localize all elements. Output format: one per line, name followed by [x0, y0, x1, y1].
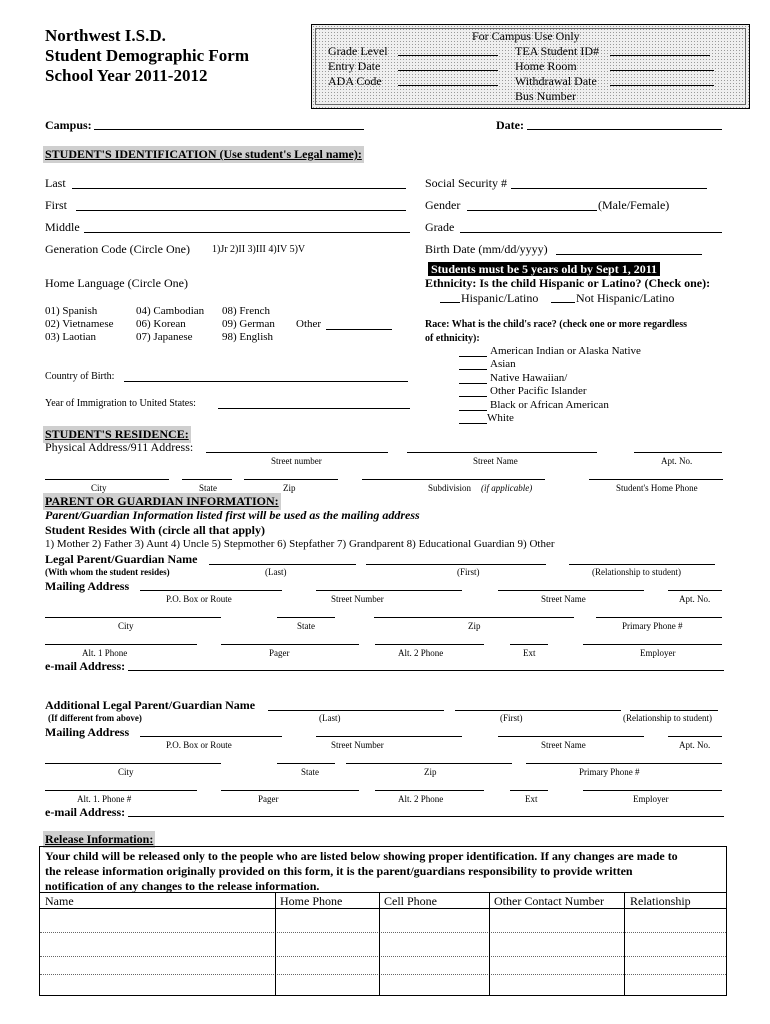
subdivision-field[interactable]: [362, 479, 545, 480]
home-language-label: Home Language (Circle One): [45, 276, 188, 290]
grade-field[interactable]: [460, 232, 722, 233]
race-checkbox-white[interactable]: [459, 423, 487, 424]
parent1-po-box-caption: P.O. Box or Route: [166, 594, 232, 604]
first-name-field[interactable]: [76, 210, 406, 211]
race-checkbox-black[interactable]: [459, 410, 487, 411]
parent2-street-name-caption: Street Name: [541, 740, 586, 750]
grade-level-label: Grade Level: [328, 44, 388, 58]
parent2-zip-field[interactable]: [346, 763, 512, 764]
ssn-field[interactable]: [511, 188, 707, 189]
release-text-3: notification of any changes to the release information.: [45, 879, 320, 893]
parent1-alt1-field[interactable]: [45, 644, 197, 645]
birth-date-field[interactable]: [556, 254, 702, 255]
parent1-apt-caption: Apt. No.: [679, 594, 711, 604]
column-relationship: Relationship: [630, 894, 691, 908]
parent2-alt2-caption: Alt. 2 Phone: [398, 794, 444, 804]
parent1-street-name-field[interactable]: [498, 590, 644, 591]
parent2-alt1-caption: Alt. 1. Phone #: [77, 794, 132, 804]
parent1-street-number-caption: Street Number: [331, 594, 384, 604]
race-pacific-islander: Other Pacific Islander: [490, 385, 587, 397]
race-checkbox-american-indian[interactable]: [459, 356, 487, 357]
release-table: [39, 846, 727, 996]
parent2-employer-caption: Employer: [633, 794, 669, 804]
parent2-last-field[interactable]: [268, 710, 444, 711]
withdrawal-date-label: Withdrawal Date: [515, 74, 597, 88]
parent2-state-field[interactable]: [277, 763, 335, 764]
parent1-employer-caption: Employer: [640, 648, 676, 658]
date-label: Date:: [496, 118, 524, 132]
release-row-4[interactable]: [40, 975, 726, 995]
zip-field[interactable]: [244, 479, 338, 480]
middle-name-field[interactable]: [84, 232, 410, 233]
parent2-po-box-field[interactable]: [140, 736, 282, 737]
city-field[interactable]: [45, 479, 169, 480]
street-number-field[interactable]: [206, 452, 388, 453]
parent2-mailing-label: Mailing Address: [45, 725, 130, 739]
parent2-alt1-field[interactable]: [45, 790, 197, 791]
year-immigration-label: Year of Immigration to United States:: [45, 398, 196, 409]
campus-field[interactable]: [94, 129, 364, 130]
race-white: White: [487, 412, 514, 424]
state-caption: State: [199, 483, 217, 493]
ada-code-field[interactable]: [398, 85, 498, 86]
column-home-phone: Home Phone: [280, 894, 343, 908]
gender-label: Gender: [425, 198, 461, 212]
parent1-employer-field[interactable]: [583, 644, 722, 645]
column-other-contact: Other Contact Number: [494, 894, 604, 908]
form-title: Student Demographic Form: [45, 46, 249, 65]
school-year: School Year 2011-2012: [45, 66, 208, 85]
campus-use-title: For Campus Use Only: [472, 29, 580, 43]
parent2-city-field[interactable]: [45, 763, 221, 764]
parent1-relationship-caption: (Relationship to student): [592, 567, 681, 577]
tea-id-label: TEA Student ID#: [515, 44, 599, 58]
parent1-email-field[interactable]: [128, 670, 724, 671]
hispanic-checkbox[interactable]: [440, 302, 460, 303]
race-checkbox-native-hawaiian[interactable]: [459, 383, 487, 384]
parent1-alt2-caption: Alt. 2 Phone: [398, 648, 444, 658]
parent1-pager-field[interactable]: [221, 644, 359, 645]
ethnicity-question: Ethnicity: Is the child Hispanic or Latino? (Check one):: [425, 276, 711, 290]
not-hispanic-label: Not Hispanic/Latino: [576, 291, 675, 305]
parent1-zip-field[interactable]: [374, 617, 574, 618]
tea-id-field[interactable]: [610, 55, 710, 56]
release-text-1: Your child will be released only to the people who are listed below showing proper identification. If any changes are made to: [45, 849, 678, 863]
resides-with-label: Student Resides With (circle all that apply): [45, 523, 266, 537]
release-row-3[interactable]: [40, 957, 726, 974]
first-name-label: First: [45, 198, 68, 212]
entry-date-field[interactable]: [398, 70, 498, 71]
race-checkbox-asian[interactable]: [459, 369, 487, 370]
language-english[interactable]: 98) English: [222, 331, 274, 343]
gender-field[interactable]: [467, 210, 597, 211]
campus-use-box: [311, 24, 750, 109]
parent2-street-name-field[interactable]: [498, 736, 644, 737]
bus-number-label: Bus Number: [515, 89, 576, 103]
language-german[interactable]: 09) German: [222, 318, 275, 330]
home-phone-caption: Student's Home Phone: [616, 483, 698, 493]
parent2-pager-field[interactable]: [221, 790, 359, 791]
release-row-2[interactable]: [40, 933, 726, 956]
gender-options: (Male/Female): [598, 198, 670, 212]
parent1-name-label: Legal Parent/Guardian Name: [45, 552, 198, 566]
if-applicable-caption: (if applicable): [481, 483, 533, 493]
race-asian: Asian: [490, 358, 516, 370]
parent1-apt-field[interactable]: [668, 590, 722, 591]
race-checkbox-pacific-islander[interactable]: [459, 396, 487, 397]
if-different-caption: (If different from above): [48, 713, 142, 723]
parent1-po-box-field[interactable]: [140, 590, 282, 591]
parent1-relationship-field[interactable]: [569, 564, 715, 565]
grade-level-field[interactable]: [398, 55, 498, 56]
parent1-pager-caption: Pager: [269, 648, 290, 658]
entry-date-label: Entry Date: [328, 59, 381, 73]
parent2-email-field[interactable]: [128, 816, 724, 817]
parent1-city-caption: City: [118, 621, 134, 631]
ada-code-label: ADA Code: [328, 74, 382, 88]
country-birth-label: Country of Birth:: [45, 371, 115, 382]
with-whom-caption: (With whom the student resides): [45, 567, 170, 577]
language-other-label: Other: [296, 318, 322, 330]
grade-label: Grade: [425, 220, 455, 234]
home-room-field[interactable]: [610, 70, 714, 71]
parent2-street-number-field[interactable]: [316, 736, 462, 737]
release-header: Release Information:: [45, 832, 154, 846]
parent1-alt1-caption: Alt. 1 Phone: [82, 648, 128, 658]
parent1-state-field[interactable]: [277, 617, 335, 618]
home-room-label: Home Room: [515, 59, 577, 73]
last-name-field[interactable]: [72, 188, 406, 189]
apt-no-field[interactable]: [634, 452, 722, 453]
parent2-name-label: Additional Legal Parent/Guardian Name: [45, 698, 256, 712]
ssn-label: Social Security #: [425, 176, 507, 190]
language-cambodian[interactable]: 04) Cambodian: [136, 305, 205, 317]
race-question-1: Race: What is the child's race? (check one or more regardless: [425, 319, 687, 330]
parent2-email-label: e-mail Address:: [45, 805, 126, 819]
language-laotian[interactable]: 03) Laotian: [45, 331, 97, 343]
parent1-first-field[interactable]: [366, 564, 546, 565]
mailing-notice: Parent/Guardian Information listed first will be used as the mailing address: [45, 508, 420, 522]
parent1-zip-caption: Zip: [468, 621, 481, 631]
parent2-state-caption: State: [301, 767, 319, 777]
parent2-zip-caption: Zip: [424, 767, 437, 777]
language-vietnamese[interactable]: 02) Vietnamese: [45, 318, 114, 330]
parent1-primary-phone-caption: Primary Phone #: [622, 621, 683, 631]
parent1-mailing-label: Mailing Address: [45, 579, 130, 593]
parent-header: PARENT OR GUARDIAN INFORMATION:: [45, 494, 279, 508]
parent2-relationship-field[interactable]: [630, 710, 718, 711]
residence-header: STUDENT'S RESIDENCE:: [45, 427, 189, 441]
language-japanese[interactable]: 07) Japanese: [136, 331, 193, 343]
parent1-ext-caption: Ext: [523, 648, 536, 658]
parent2-ext-caption: Ext: [525, 794, 538, 804]
generation-code-label: Generation Code (Circle One): [45, 242, 190, 256]
birth-date-label: Birth Date (mm/dd/yyyy): [425, 242, 548, 256]
parent2-apt-caption: Apt. No.: [679, 740, 711, 750]
parent1-first-caption: (First): [457, 567, 480, 577]
language-other-field[interactable]: [326, 329, 392, 330]
parent1-primary-phone-field[interactable]: [596, 617, 722, 618]
parent2-last-caption: (Last): [319, 713, 341, 723]
parent2-first-field[interactable]: [455, 710, 621, 711]
street-name-field[interactable]: [407, 452, 597, 453]
physical-address-label: Physical Address/911 Address:: [45, 440, 194, 454]
race-question-2: of ethnicity):: [425, 333, 480, 344]
parent1-street-number-field[interactable]: [316, 590, 462, 591]
last-name-label: Last: [45, 176, 66, 190]
parent1-alt2-field[interactable]: [375, 644, 484, 645]
parent1-state-caption: State: [297, 621, 315, 631]
parent2-first-caption: (First): [500, 713, 523, 723]
race-american-indian: American Indian or Alaska Native: [490, 345, 641, 357]
parent2-pager-caption: Pager: [258, 794, 279, 804]
middle-name-label: Middle: [45, 220, 80, 234]
zip-caption: Zip: [283, 483, 296, 493]
student-id-header: STUDENT'S IDENTIFICATION (Use student's Legal name):: [45, 147, 362, 161]
year-immigration-field[interactable]: [218, 408, 410, 409]
campus-label: Campus:: [45, 118, 92, 132]
country-birth-field[interactable]: [124, 381, 408, 382]
generation-code-options[interactable]: 1)Jr 2)II 3)III 4)IV 5)V: [212, 244, 306, 255]
parent2-po-box-caption: P.O. Box or Route: [166, 740, 232, 750]
street-number-caption: Street number: [271, 456, 322, 466]
city-caption: City: [91, 483, 107, 493]
state-field[interactable]: [182, 479, 232, 480]
race-native-hawaiian: Native Hawaiian/: [490, 372, 568, 384]
parent1-last-field[interactable]: [209, 564, 356, 565]
parent1-email-label: e-mail Address:: [45, 659, 126, 673]
language-spanish[interactable]: 01) Spanish: [45, 305, 98, 317]
column-name: Name: [45, 894, 74, 908]
street-name-caption: Street Name: [473, 456, 518, 466]
parent2-ext-field[interactable]: [510, 790, 548, 791]
parent1-street-name-caption: Street Name: [541, 594, 586, 604]
race-black: Black or African American: [490, 399, 609, 411]
column-cell-phone: Cell Phone: [384, 894, 437, 908]
parent1-ext-field[interactable]: [510, 644, 548, 645]
parent2-relationship-caption: (Relationship to student): [623, 713, 712, 723]
apt-no-caption: Apt. No.: [661, 456, 693, 466]
language-korean[interactable]: 06) Korean: [136, 318, 186, 330]
release-text-2: the release information originally provided on this form, it is the parent/guardians responsibility to provide written: [45, 864, 633, 878]
hispanic-label: Hispanic/Latino: [461, 291, 539, 305]
parent1-last-caption: (Last): [265, 567, 287, 577]
parent2-alt2-field[interactable]: [375, 790, 484, 791]
parent2-city-caption: City: [118, 767, 134, 777]
language-french[interactable]: 08) French: [222, 305, 270, 317]
resides-with-options[interactable]: 1) Mother 2) Father 3) Aunt 4) Uncle 5) Stepmother 6) Stepfather 7) Grandparent 8) Educational Guardian 9) Other: [45, 538, 555, 550]
release-row-1[interactable]: [40, 909, 726, 932]
student-home-phone-field[interactable]: [589, 479, 723, 480]
subdivision-caption: Subdivision: [428, 483, 472, 493]
age-notice: Students must be 5 years old by Sept 1, 2011: [428, 262, 660, 276]
withdrawal-date-field[interactable]: [610, 85, 714, 86]
parent2-apt-field[interactable]: [668, 736, 722, 737]
parent2-primary-phone-field[interactable]: [526, 763, 722, 764]
date-field[interactable]: [527, 129, 722, 130]
parent2-street-number-caption: Street Number: [331, 740, 384, 750]
parent2-primary-phone-caption: Primary Phone #: [579, 767, 640, 777]
district-name: Northwest I.S.D.: [45, 26, 166, 45]
parent2-employer-field[interactable]: [583, 790, 722, 791]
not-hispanic-checkbox[interactable]: [551, 302, 575, 303]
parent1-city-field[interactable]: [45, 617, 221, 618]
